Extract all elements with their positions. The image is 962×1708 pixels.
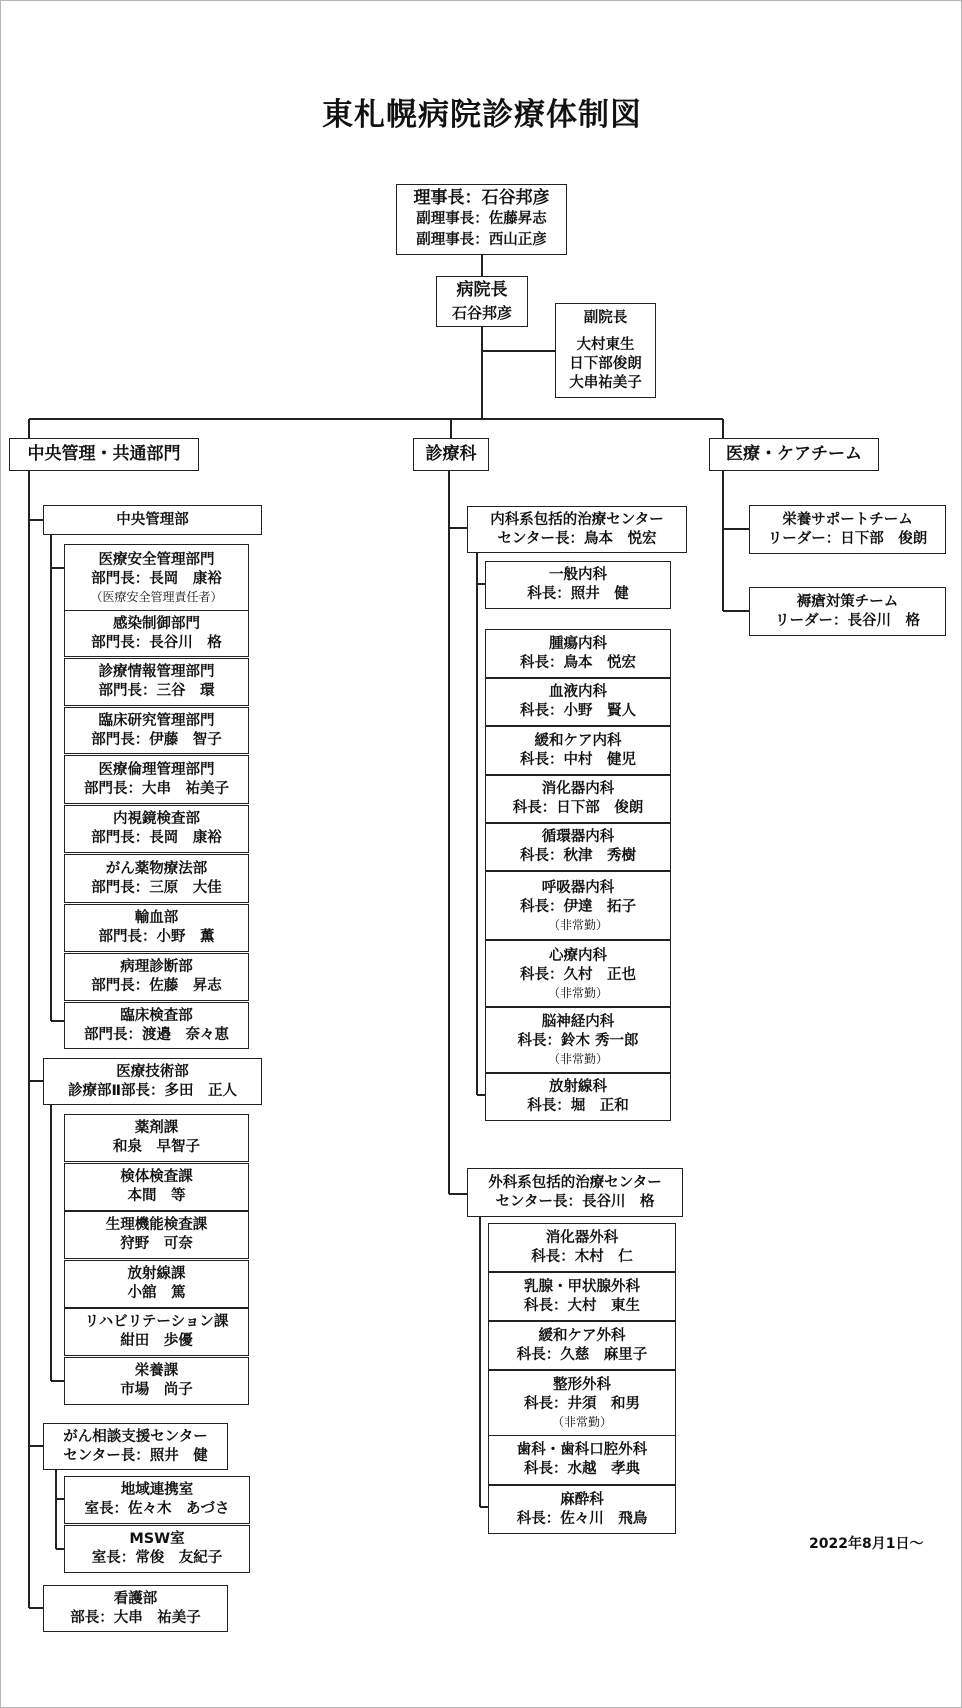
central-dept-box-person: 部門長：小野 薫 <box>98 929 215 945</box>
central-dept-box <box>64 707 249 754</box>
board-box <box>396 184 567 255</box>
surgical-center-title: 外科系包括的治療センター <box>488 1174 662 1191</box>
central-dept-box-person: 部門長：三原 大佳 <box>91 879 222 896</box>
central-dept-box-person: 部門長：三谷 環 <box>98 683 215 699</box>
care-team-box-person: リーダー：長谷川 格 <box>775 612 920 629</box>
cancer-support-room-box-person: 室長：常俊 友紀子 <box>91 1550 223 1566</box>
medtech-section-box <box>64 1114 249 1162</box>
medtech-section-box-name: 薬剤課 <box>134 1120 179 1136</box>
medtech-section-box-person: 本間 等 <box>127 1188 186 1204</box>
central-dept-box <box>64 658 249 706</box>
branch-clinical: 診療科 <box>413 438 489 471</box>
central-dept-box-name: 臨床研究管理部門 <box>98 712 215 729</box>
branch-care: 医療・ケアチーム <box>709 438 879 471</box>
surgical-dept-box-name: 歯科・歯科口腔外科 <box>516 1442 648 1458</box>
internal-dept-box-name: 呼吸器内科 <box>541 879 615 896</box>
internal-dept-box-name: 脳神経内科 <box>541 1014 615 1030</box>
internal-general-box-name: 一般内科 <box>549 567 607 583</box>
central-dept-box-name: 内視鏡検査部 <box>113 811 200 827</box>
central-mgmt-title: 中央管理部 <box>116 511 189 528</box>
internal-center-header <box>467 506 687 553</box>
internal-dept-box-person: 科長：日下部 俊朗 <box>512 800 644 816</box>
medtech-section-box-name: 生理機能検査課 <box>105 1217 208 1233</box>
internal-dept-box-note: （非常勤） <box>547 917 608 932</box>
medtech-section-box-name: リハビリテーション課 <box>84 1314 229 1330</box>
cancer-support-header <box>43 1423 228 1470</box>
care-team-box-name: 褥瘡対策チーム <box>796 593 899 610</box>
medtech-head: 診療部Ⅱ部長：多田 正人 <box>67 1082 238 1099</box>
central-dept-box-name: 病理診断部 <box>120 959 193 975</box>
internal-dept-box-name: 循環器内科 <box>541 829 615 845</box>
internal-dept-box-name: 消化器内科 <box>541 781 615 797</box>
nursing-title: 看護部 <box>113 1590 158 1607</box>
medtech-section-box-person: 紺田 歩優 <box>120 1333 193 1349</box>
internal-dept-box <box>485 871 671 940</box>
medtech-section-box <box>64 1260 249 1308</box>
surgical-dept-box <box>488 1435 676 1485</box>
internal-center-head: センター長：鳥本 悦宏 <box>497 530 657 547</box>
cancer-support-room-box-person: 室長：佐々木 あづさ <box>84 1501 230 1517</box>
central-dept-box-person: 部門長：佐藤 昇志 <box>91 978 222 994</box>
internal-center-title: 内科系包括的治療センター <box>490 511 664 528</box>
director-title: 病院長 <box>456 279 508 300</box>
vice-director-name: 大村東生 <box>576 336 635 353</box>
central-dept-box-person: 部門長：長谷川 格 <box>91 634 222 651</box>
central-dept-box-name: 医療安全管理部門 <box>98 551 215 568</box>
surgical-dept-box-name: 乳腺・甲状腺外科 <box>524 1278 640 1295</box>
surgical-dept-box-person: 科長：木村 仁 <box>531 1248 633 1265</box>
nursing-box <box>43 1585 228 1632</box>
surgical-dept-box-person: 科長：水越 孝典 <box>524 1461 640 1477</box>
central-dept-box-name: 臨床検査部 <box>120 1007 193 1024</box>
internal-dept-box <box>485 775 671 823</box>
surgical-dept-box-person: 科長：大村 東生 <box>524 1297 640 1314</box>
surgical-dept-box <box>488 1370 676 1436</box>
board-vice-1: 副理事長：佐藤昇志 <box>416 211 547 227</box>
cancer-support-head: センター長：照井 健 <box>63 1447 208 1464</box>
vice-director-label: 副院長 <box>583 309 628 326</box>
medtech-section-box <box>64 1357 249 1405</box>
branch-central: 中央管理・共通部門 <box>9 438 199 471</box>
internal-dept-box-name: 放射線科 <box>549 1079 607 1095</box>
central-dept-box-name: 感染制御部門 <box>113 615 200 632</box>
surgical-dept-box-name: 麻酔科 <box>560 1491 604 1508</box>
effective-date: 2022年8月1日～ <box>809 1536 924 1552</box>
internal-dept-box <box>485 1007 671 1073</box>
cancer-support-room-box <box>64 1525 250 1573</box>
internal-dept-box-person: 科長：伊達 拓子 <box>520 898 636 915</box>
central-dept-box <box>64 953 249 1001</box>
director-name: 石谷邦彦 <box>451 303 512 322</box>
surgical-center-head: センター長：長谷川 格 <box>495 1193 655 1210</box>
medtech-title: 医療技術部 <box>116 1063 189 1080</box>
central-dept-box-name: 医療倫理管理部門 <box>98 761 215 778</box>
central-dept-box-person: 部門長：伊藤 智子 <box>91 731 222 748</box>
medtech-section-box-name: 検体検査課 <box>120 1169 193 1185</box>
director-box <box>436 276 528 327</box>
central-dept-box-note: （医療安全管理責任者） <box>90 589 223 604</box>
central-dept-box <box>64 544 249 611</box>
surgical-dept-box-name: 消化器外科 <box>545 1229 619 1246</box>
board-vice-2: 副理事長：西山正彦 <box>416 232 547 248</box>
internal-dept-box <box>485 1073 671 1121</box>
central-dept-box-name: がん薬物療法部 <box>105 860 208 877</box>
page-title: 東札幌病院診療体制図 <box>322 97 642 133</box>
surgical-dept-box-person: 科長：久慈 麻里子 <box>516 1346 648 1363</box>
internal-dept-box <box>485 629 671 678</box>
medtech-section-box-name: 栄養課 <box>134 1363 179 1379</box>
central-dept-box <box>64 904 249 952</box>
internal-dept-box-note: （非常勤） <box>547 985 608 1000</box>
internal-dept-box-person: 科長：堀 正和 <box>527 1098 629 1114</box>
cancer-support-room-box-name: 地域連携室 <box>120 1482 194 1498</box>
internal-dept-box-person: 科長：小野 賢人 <box>520 703 636 719</box>
internal-dept-box-name: 心療内科 <box>549 947 607 964</box>
central-dept-box-person: 部門長：渡邉 奈々恵 <box>84 1026 229 1043</box>
central-dept-box <box>64 610 249 657</box>
medtech-section-box-person: 和泉 早智子 <box>113 1139 200 1155</box>
internal-dept-box <box>485 726 671 775</box>
internal-general-box <box>485 561 671 609</box>
internal-dept-box-person: 科長：中村 健児 <box>520 751 636 768</box>
medtech-section-box <box>64 1211 249 1259</box>
care-team-box-name: 栄養サポートチーム <box>782 511 913 528</box>
cancer-support-room-box-name: MSW室 <box>129 1531 185 1547</box>
internal-dept-box-person: 科長：鈴木 秀一郎 <box>517 1033 639 1049</box>
central-dept-box <box>64 805 249 853</box>
cancer-support-room-box <box>64 1476 250 1524</box>
internal-dept-box-name: 血液内科 <box>549 684 607 700</box>
surgical-center-header <box>467 1168 683 1217</box>
medtech-section-box-person: 狩野 可奈 <box>120 1236 193 1252</box>
internal-dept-box <box>485 940 671 1007</box>
internal-dept-box-person: 科長：久村 正也 <box>520 966 636 983</box>
surgical-dept-box-person: 科長：佐々川 飛鳥 <box>516 1510 648 1527</box>
cancer-support-title: がん相談支援センター <box>63 1428 208 1445</box>
vice-director-name: 日下部俊朗 <box>569 355 642 372</box>
surgical-dept-box-name: 緩和ケア外科 <box>538 1327 626 1344</box>
surgical-dept-box-name: 整形外科 <box>553 1377 611 1393</box>
central-mgmt-header <box>43 505 262 535</box>
vice-director-box <box>555 303 656 398</box>
central-dept-box <box>64 755 249 804</box>
surgical-dept-box <box>488 1272 676 1321</box>
central-dept-box-person: 部門長：大串 祐美子 <box>84 780 229 797</box>
medtech-section-box <box>64 1308 249 1356</box>
surgical-dept-box-person: 科長：井須 和男 <box>524 1396 640 1412</box>
internal-dept-box-name: 緩和ケア内科 <box>534 732 622 749</box>
surgical-dept-box <box>488 1321 676 1370</box>
care-team-box <box>749 505 946 554</box>
central-dept-box <box>64 854 249 903</box>
surgical-dept-box <box>488 1223 676 1272</box>
central-dept-box-name: 輸血部 <box>134 910 179 926</box>
vice-director-name: 大串祐美子 <box>569 374 642 391</box>
internal-dept-box-person: 科長：鳥本 悦宏 <box>520 654 636 671</box>
central-dept-box-person: 部門長：長岡 康裕 <box>91 830 222 846</box>
central-dept-box-name: 診療情報管理部門 <box>98 664 215 680</box>
internal-dept-box <box>485 678 671 726</box>
medtech-header <box>43 1058 262 1105</box>
nursing-head: 部長：大串 祐美子 <box>70 1609 201 1626</box>
internal-dept-box <box>485 823 671 871</box>
care-team-box-person: リーダー：日下部 俊朗 <box>767 530 928 547</box>
internal-dept-box-name: 腫瘍内科 <box>549 635 607 652</box>
surgical-dept-box <box>488 1485 676 1534</box>
medtech-section-box <box>64 1163 249 1211</box>
internal-dept-box-person: 科長：秋津 秀樹 <box>520 848 636 864</box>
medtech-section-box-name: 放射線課 <box>127 1266 186 1282</box>
central-dept-box <box>64 1002 249 1049</box>
internal-dept-box-note: （非常勤） <box>547 1052 608 1066</box>
surgical-dept-box-note: （非常勤） <box>551 1415 612 1429</box>
internal-general-box-person: 科長：照井 健 <box>527 586 629 602</box>
board-chair: 理事長：石谷邦彦 <box>413 188 550 208</box>
medtech-section-box-person: 市場 尚子 <box>120 1382 193 1398</box>
care-team-box <box>749 587 946 636</box>
medtech-section-box-person: 小舘 篤 <box>127 1285 186 1301</box>
central-dept-box-person: 部門長：長岡 康裕 <box>91 570 222 587</box>
